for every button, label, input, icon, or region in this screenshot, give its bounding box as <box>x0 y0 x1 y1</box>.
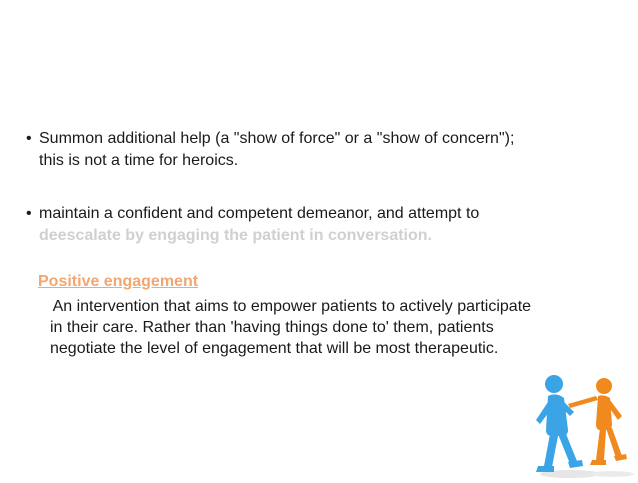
bullet-line-2: this is not a time for heroics. <box>39 152 239 169</box>
paragraph-line-1: An intervention that aims to empower patients to actively participate <box>49 298 532 315</box>
right-figure <box>568 378 627 465</box>
bullet-marker: • <box>26 130 32 147</box>
bullet-demeanor <box>26 203 606 247</box>
right-figure-right-leg <box>606 428 622 458</box>
bullet-line-1: maintain a confident and competent demeanor, and attempt to <box>39 205 480 222</box>
bullet-line-1: Summon additional help (a "show of force" or a "show of concern"); <box>39 130 515 147</box>
paragraph-line-2: in their care. Rather than 'having things done to' them, patients <box>50 319 494 336</box>
left-figure-left-leg <box>544 434 558 467</box>
left-figure-right-leg <box>558 434 577 464</box>
bullet-line-2-faded: deescalate by engaging the patient in conversation. <box>39 227 432 244</box>
left-figure-head <box>545 375 563 393</box>
bullet-summon-help <box>26 128 606 172</box>
right-figure-torso <box>596 395 612 430</box>
right-figure-shadow <box>590 471 634 477</box>
right-figure-head <box>596 378 612 394</box>
right-figure-left-foot <box>590 460 606 465</box>
two-figures-pointing-illustration <box>530 368 638 478</box>
bullet-marker: • <box>26 205 32 222</box>
right-figure-left-leg <box>596 428 606 460</box>
paragraph-line-3: negotiate the level of engagement that will be most therapeutic. <box>50 340 499 357</box>
left-figure-left-foot <box>536 466 554 472</box>
section-heading[interactable]: Positive engagement <box>38 273 199 290</box>
right-figure-pointing-arm <box>568 396 598 408</box>
left-figure-torso <box>546 394 568 436</box>
section-paragraph <box>50 296 610 359</box>
left-figure <box>536 375 583 472</box>
figures-svg <box>530 368 638 478</box>
